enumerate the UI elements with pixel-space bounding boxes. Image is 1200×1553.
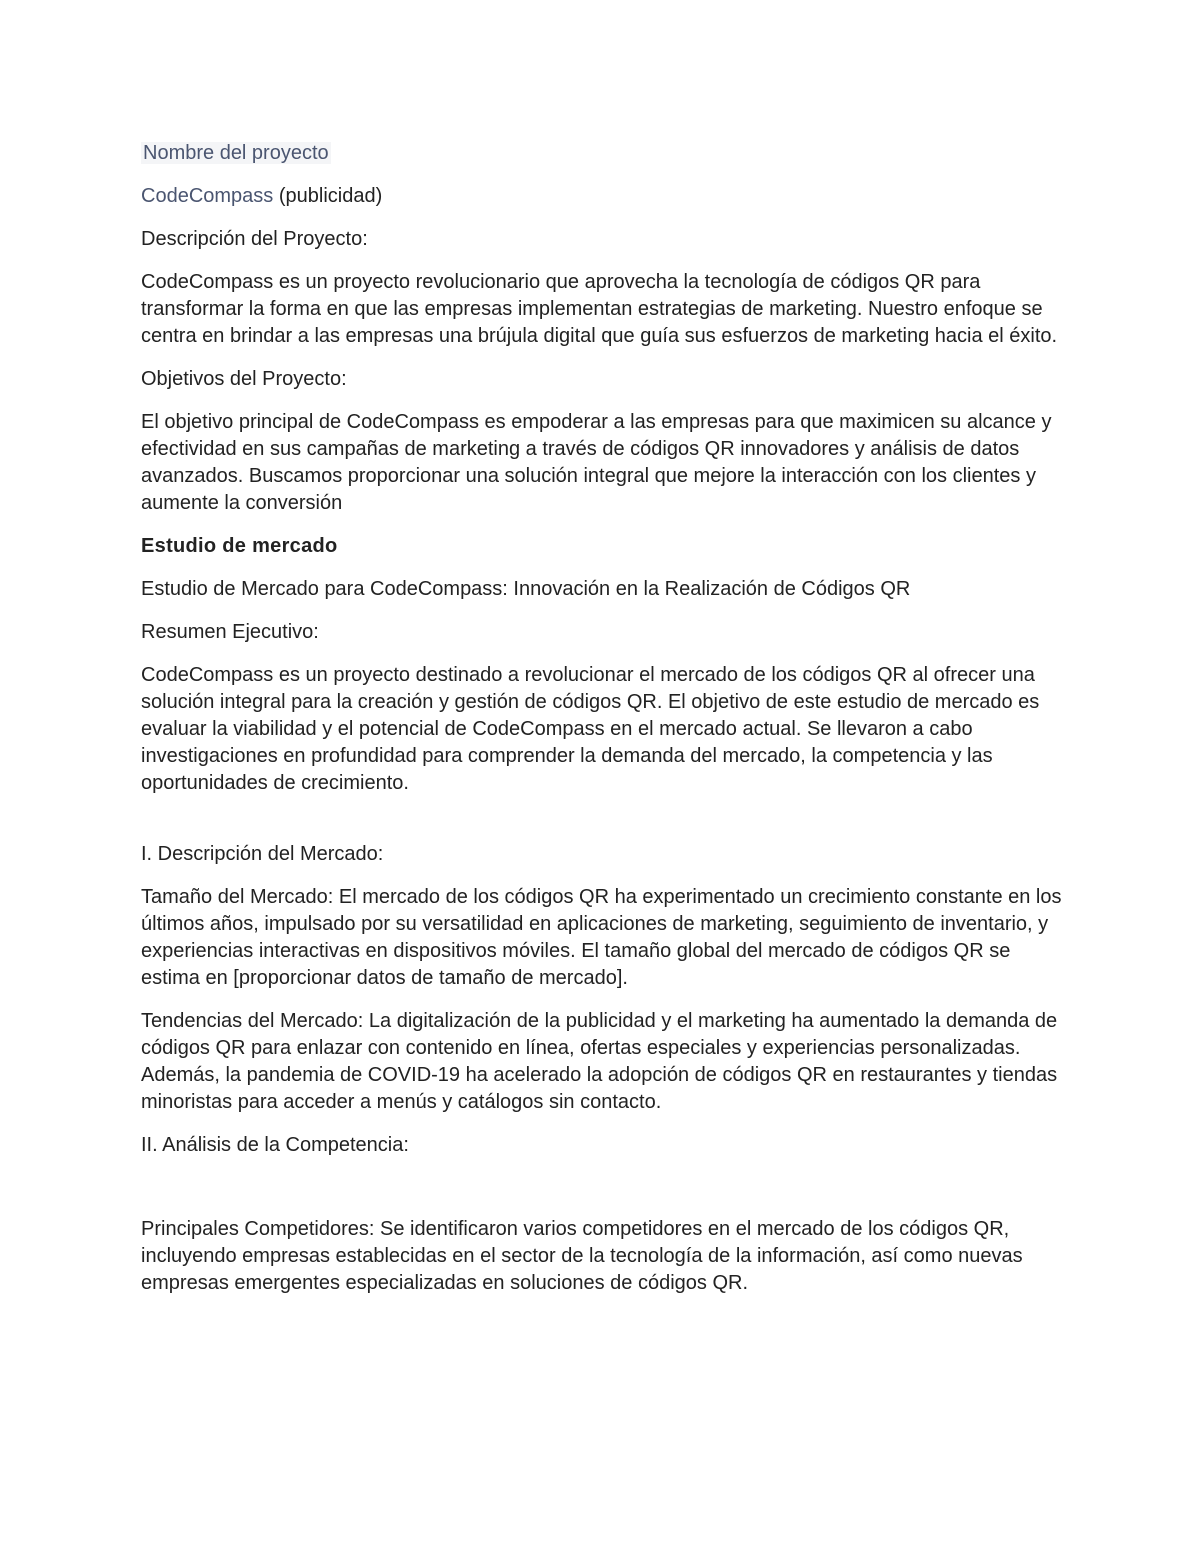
section2-heading: II. Análisis de la Competencia:	[141, 1134, 409, 1156]
section1-heading: I. Descripción del Mercado:	[141, 843, 384, 865]
document-page	[141, 140, 1066, 1313]
objectives-heading: Objetivos del Proyecto:	[141, 368, 347, 390]
project-name: CodeCompass	[141, 185, 274, 207]
project-name-suffix: (publicidad)	[273, 185, 383, 207]
market-study-heading: Estudio de mercado	[141, 535, 338, 557]
competitors-paragraph: Principales Competidores: Se identificaron varios competidores en el mercado de los códigos QR, incluyendo empresas establecidas en el sector de la tecnología de la información, así como nuevas empresas emergentes especializadas en soluciones de códigos QR.	[141, 1218, 1023, 1294]
description-heading: Descripción del Proyecto:	[141, 228, 368, 250]
executive-summary-paragraph: CodeCompass es un proyecto destinado a revolucionar el mercado de los códigos QR al ofrecer una solución integral para la creación y gestión de códigos QR. El objetivo de este estudio de mercado es evaluar la viabilidad y el potencial de CodeCompass en el mercado actual. Se llevaron a cabo investigaciones en profundidad para comprender la demanda del mercado, la competencia y las oportunidades de crecimiento.	[141, 664, 1040, 794]
market-size-paragraph: Tamaño del Mercado: El mercado de los códigos QR ha experimentado un crecimiento constante en los últimos años, impulsado por su versatilidad en aplicaciones de marketing, seguimiento de inventario, y experiencias interactivas en dispositivos móviles. El tamaño global del mercado de códigos QR se estima en [proporcionar datos de tamaño de mercado].	[141, 886, 1062, 989]
market-trends-paragraph: Tendencias del Mercado: La digitalización de la publicidad y el marketing ha aumentado la demanda de códigos QR para enlazar con contenido en línea, ofertas especiales y experiencias personalizadas. Además, la pandemia de COVID-19 ha acelerado la adopción de códigos QR en restaurantes y tiendas minoristas para acceder a menús y catálogos sin contacto.	[141, 1010, 1058, 1113]
project-name-line	[141, 183, 1066, 210]
project-name-label-line	[141, 140, 1066, 167]
project-name-label: Nombre del proyecto	[143, 142, 329, 164]
description-paragraph: CodeCompass es un proyecto revolucionario que aprovecha la tecnología de códigos QR para transformar la forma en que las empresas implementan estrategias de marketing. Nuestro enfoque se centra en brindar a las empresas una brújula digital que guía sus esfuerzos de marketing hacia el éxito.	[141, 271, 1058, 347]
objectives-paragraph: El objetivo principal de CodeCompass es empoderar a las empresas para que maximicen su alcance y efectividad en sus campañas de marketing a través de códigos QR innovadores y análisis de datos avanzados. Buscamos proporcionar una solución integral que mejore la interacción con los clientes y aumente la conversión	[141, 411, 1052, 514]
market-study-title: Estudio de Mercado para CodeCompass: Innovación en la Realización de Códigos QR	[141, 578, 911, 600]
executive-summary-heading: Resumen Ejecutivo:	[141, 621, 319, 643]
